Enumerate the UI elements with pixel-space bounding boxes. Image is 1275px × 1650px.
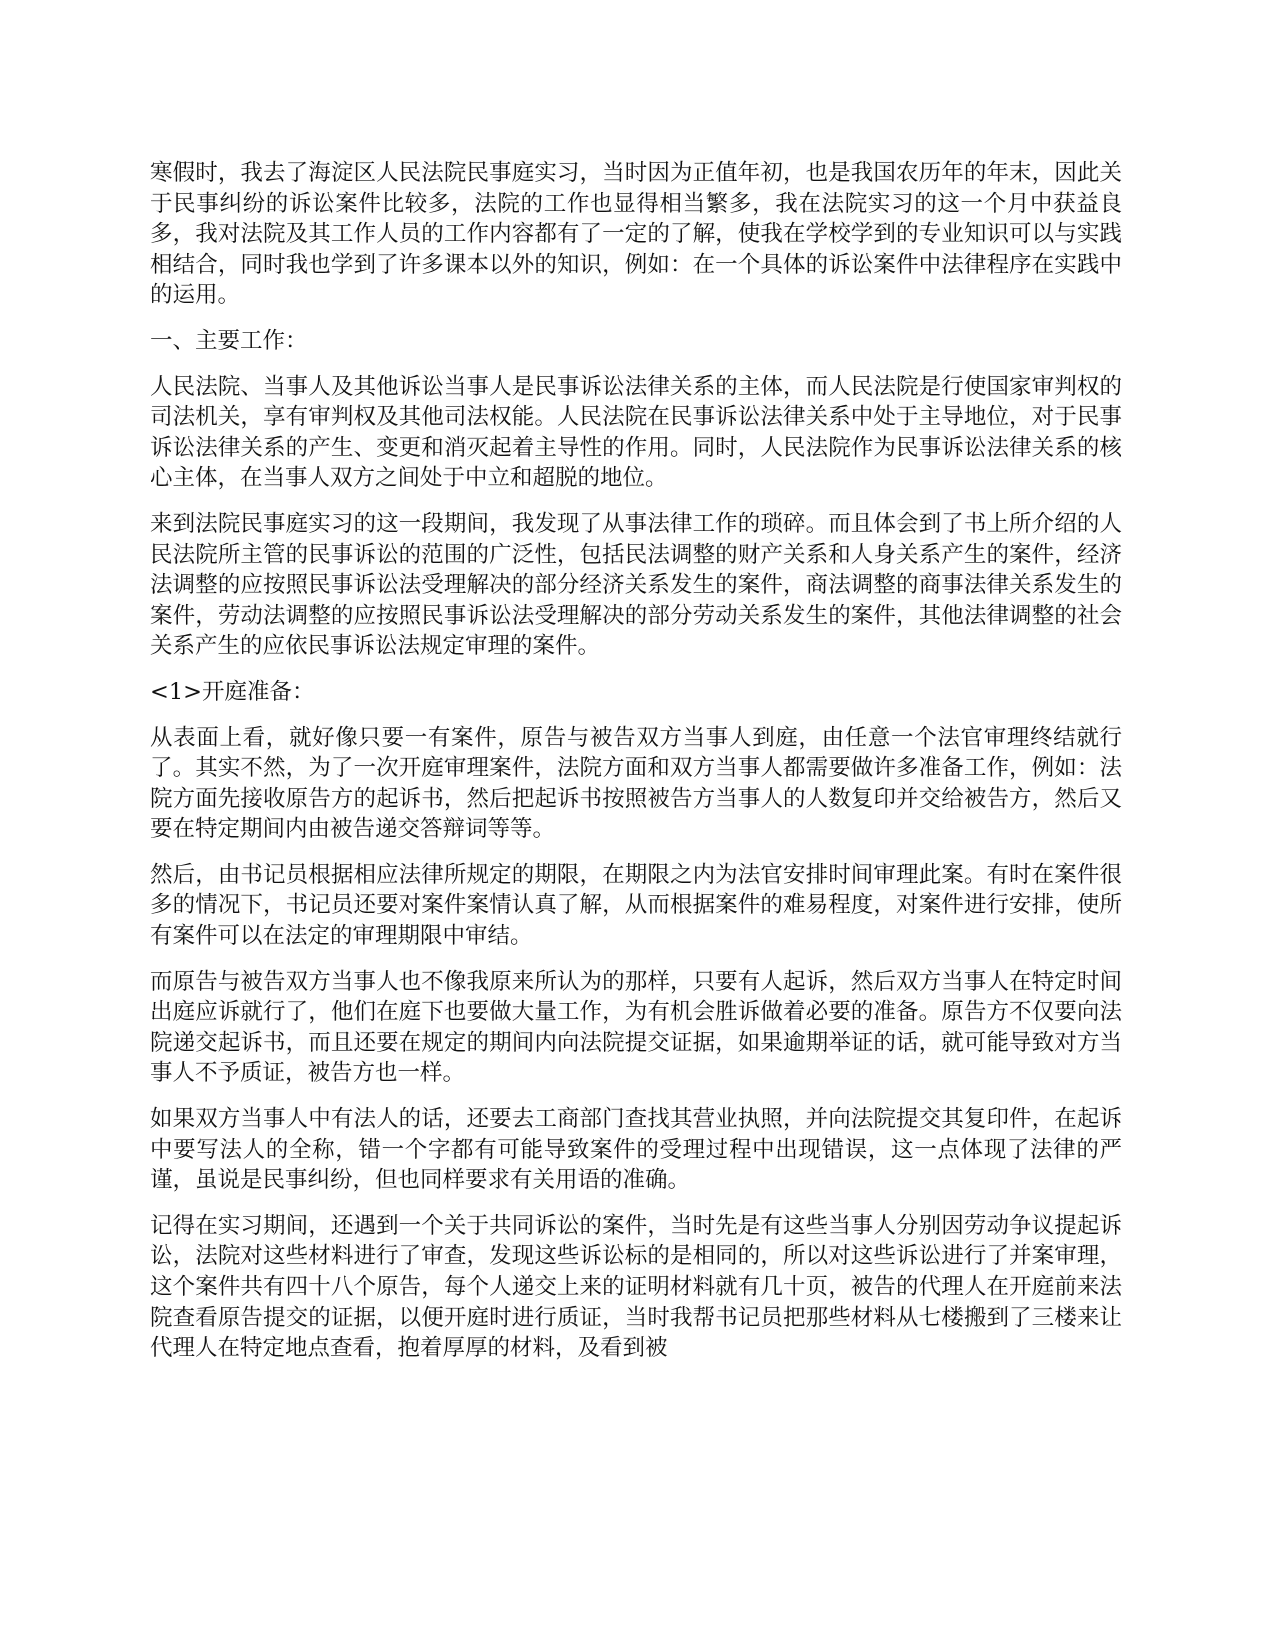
document-page <box>150 158 1122 1379</box>
clerk-scheduling-paragraph: 然后，由书记员根据相应法律所规定的期限，在期限之内为法官安排时间审理此案。有时在案件很多的情况下，书记员还要对案件案情认真了解，从而根据案件的难易程度，对案件进行安排，使所有案件可以在法定的审理期限中审结。 <box>150 861 1122 950</box>
joint-litigation-paragraph: 记得在实习期间，还遇到一个关于共同诉讼的案件，当时先是有这些当事人分别因劳动争议提起诉讼，法院对这些材料进行了审查，发现这些诉讼标的是相同的，所以对这些诉讼进行了并案审理，这个案件共有四十八个原告，每个人递交上来的证明材料就有几十页，被告的代理人在开庭前来法院查看原告提交的证据，以便开庭时进行质证，当时我帮书记员把那些材料从七楼搬到了三楼来让代理人在特定地点查看，抱着厚厚的材料，及看到被 <box>150 1212 1122 1362</box>
intro-paragraph: 寒假时，我去了海淀区人民法院民事庭实习，当时因为正值年初，也是我国农历年的年末，因此关于民事纠纷的诉讼案件比较多，法院的工作也显得相当繁多，我在法院实习的这一个月中获益良多，我对法院及其工作人员的工作内容都有了一定的了解，使我在学校学到的专业知识可以与实践相结合，同时我也学到了许多课本以外的知识，例如：在一个具体的诉讼案件中法律程序在实践中的运用。 <box>150 160 1122 309</box>
subsection-heading-trial-prep: <1>开庭准备： <box>150 678 315 705</box>
parties-preparation-paragraph: 而原告与被告双方当事人也不像我原来所认为的那样，只要有人起诉，然后双方当事人在特定时间出庭应诉就行了，他们在庭下也要做大量工作，为有机会胜诉做着必要的准备。原告方不仅要向法院递交起诉书，而且还要在规定的期间内向法院提交证据，如果逾期举证的话，就可能导致对方当事人不予质证，被告方也一样。 <box>150 968 1122 1087</box>
civil-scope-paragraph: 来到法院民事庭实习的这一段期间，我发现了从事法律工作的琐碎。而且体会到了书上所介绍的人民法院所主管的民事诉讼的范围的广泛性，包括民法调整的财产关系和人身关系产生的案件，经济法调整的应按照民事诉讼法受理解决的部分经济关系发生的案件，商法调整的商事法律关系发生的案件，劳动法调整的应按照民事诉讼法受理解决的部分劳动关系发生的案件，其他法律调整的社会关系产生的应依民事诉讼法规定审理的案件。 <box>150 510 1122 660</box>
court-role-paragraph: 人民法院、当事人及其他诉讼当事人是民事诉讼法律关系的主体，而人民法院是行使国家审判权的司法机关，享有审判权及其他司法权能。人民法院在民事诉讼法律关系中处于主导地位，对于民事诉讼法律关系的产生、变更和消灭起着主导性的作用。同时，人民法院作为民事诉讼法律关系的核心主体，在当事人双方之间处于中立和超脱的地位。 <box>150 373 1122 492</box>
trial-prep-paragraph: 从表面上看，就好像只要一有案件，原告与被告双方当事人到庭，由任意一个法官审理终结就行了。其实不然，为了一次开庭审理案件，法院方面和双方当事人都需要做许多准备工作，例如：法院方面先接收原告方的起诉书，然后把起诉书按照被告方当事人的人数复印并交给被告方，然后又要在特定期间内由被告递交答辩词等等。 <box>150 724 1122 843</box>
legal-person-paragraph: 如果双方当事人中有法人的话，还要去工商部门查找其营业执照，并向法院提交其复印件，在起诉中要写法人的全称，错一个字都有可能导致案件的受理过程中出现错误，这一点体现了法律的严谨，虽说是民事纠纷，但也同样要求有关用语的准确。 <box>150 1106 1122 1194</box>
section-heading-main-work: 一、主要工作： <box>150 327 308 354</box>
